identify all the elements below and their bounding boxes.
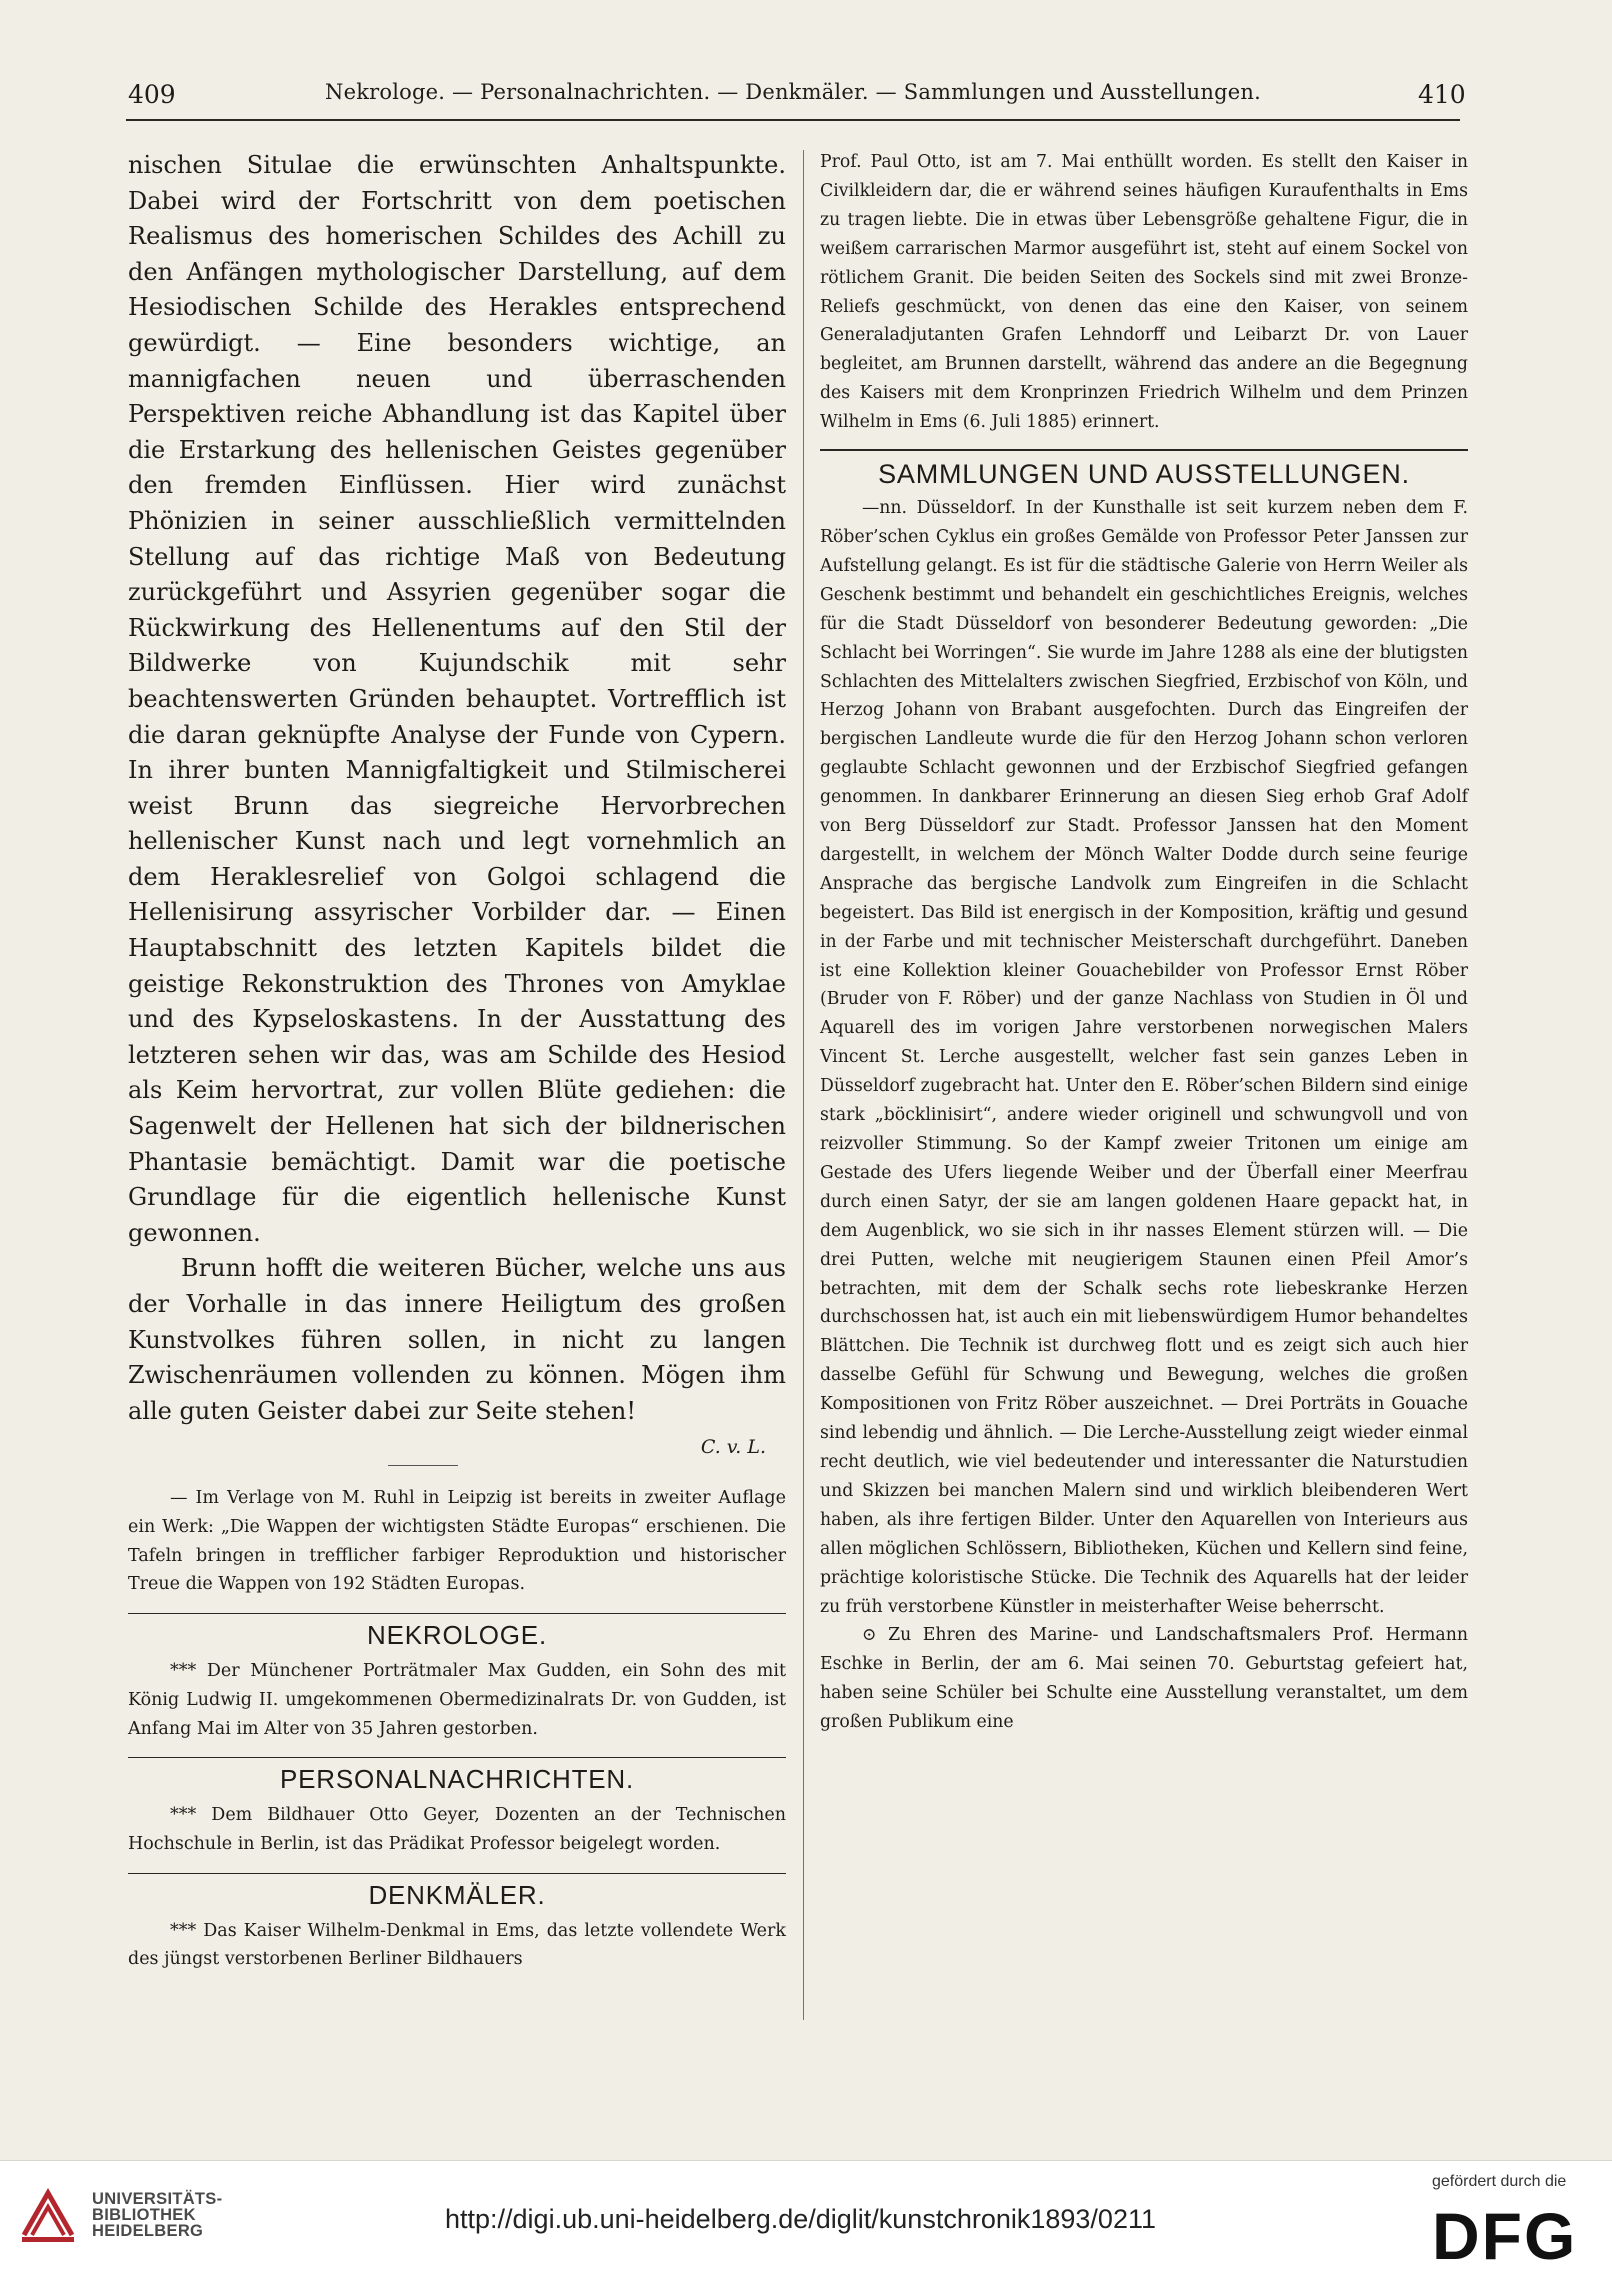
sammlungen-text: —nn. Düsseldorf. In der Kunsthalle ist seit kurzem neben dem F. Röber’schen Cyklus ein großes Gemälde von Professor Peter Janssen zur Aufstellung gelangt. Es ist für die städtische Galerie von Herrn Weiler als Geschenk bestimmt und behandelt ein geschichtliches Ereignis, welches für die Stadt Düsseldorf von besonderer Bedeutung geworden: „Die Schlacht bei Worringen“. Sie wurde im Jahre 1288 als eine der blutigsten Schlachten des Mittelalters zwischen Siegfried, Erzbischof von Köln, und Herzog Johann von Brabant ausgefochten. Durch das Eingreifen der bergischen Landleute wurde die für den Herzog Johann schon verloren geglaubte Schlacht gewonnen und der Erzbischof Siegfried gefangen genommen. In dankbarer Erinnerung an diesen Sieg erhob Graf Adolf von Berg Düsseldorf zur Stadt. Professor Janssen hat den Moment dargestellt, in welchem der Mönch Walter Dodde durch seine feurige Ansprache das bergische Landvolk zum Eingreifen in die Schlacht begeistert. Das Bild ist energisch in der Komposition, kräftig und gesund in der Farbe und mit technischer Meisterschaft durchgeführt. Daneben ist eine Kollektion kleiner Gouachebilder von Professor Ernst Röber (Bruder von F. Röber) und der ganze Nachlass von Studien in Öl und Aquarell des im vorigen Jahre verstorbenen norwegischen Malers Vincent St. Lerche ausgestellt, welcher fast sein ganzes Leben in Düsseldorf zugebracht hat. Unter den E. Röber’schen Bildern sind einige stark „böcklinisirt“, andere wieder originell und schwungvoll und von reizvoller Stimmung. So der Kampf zweier Tritonen um einige am Gestade des Ufers liegende Weiber und der Überfall einer Meerfrau durch einen Satyr, der sie am langen goldenen Haare gepackt hat, in dem Augenblick, wo sie sich in ihr nasses Element stürzen will. — Die drei Putten, welche mit neugierigem Staunen einen Pfeil Amor’s betrachten, mit dem der Schalk sechs rote liebeskranke Herzen durchschossen hat, ist auch ein mit liebenswürdigem Humor behandeltes Blättchen. Die Technik ist durchweg flott und es zeigt sich auch hier dasselbe Gefühl für Schwung und Bewegung, welches die großen Kompositionen von Fritz Röber auszeichnet. — Drei Porträts in Gouache sind lebendig und ähnlich. — Die Lerche-Ausstellung zeigt wieder einmal recht deutlich, wie viel bedeutender und interessanter die Naturstudien und Skizzen bei manchen Malern sind und wirklich bleibenderen Wert haben, als ihre fertigen Bilder. Unter den Aquarellen von Interieurs aus allen möglichen Schlössern, Bibliotheken, Küchen und Kellern sind feine, prächtige koloristische Stücke. Die Technik des Aquarells hat der leider zu früh verstorbene Künstler in meisterhafter Weise beherrscht.: [820, 498, 1468, 1617]
library-name-line-3: HEIDELBERG: [92, 2222, 204, 2240]
review-paragraph-2: Brunn hofft die weiteren Bücher, welche uns aus der Vorhalle in das innere Heiligtum des großen Kunstvolkes führen sollen, in nicht zu langen Zwischenräumen vollenden zu können. Mögen ihm alle guten Geister dabei zur Seite stehen!: [128, 1254, 786, 1425]
header-rule: [126, 119, 1460, 121]
column-divider: [803, 150, 804, 2020]
publisher-notice: — Im Verlage von M. Ruhl in Leipzig ist bereits in zweiter Auflage ein Werk: „Die Wappen der wichtigsten Städte Europas“ erschienen. Die Tafeln bringen in trefflicher farbiger Reproduktion und historischer Treue die Wappen von 192 Städten Europas.: [128, 1488, 786, 1595]
denkmaeler-text: *** Das Kaiser Wilhelm-Denkmal in Ems, das letzte vollendete Werk des jüngst verstorbenen Berliner Bildhauers: [128, 1920, 786, 1970]
denkmaeler-heading: DENKMÄLER.: [368, 1879, 546, 1910]
notice-block: [128, 1484, 786, 1599]
page-number-left: 409: [128, 80, 176, 109]
library-name-line-2: BIBLIOTHEK: [92, 2206, 196, 2224]
page-number-right: 410: [1418, 80, 1466, 109]
permalink-url[interactable]: http://digi.ub.uni-heidelberg.de/diglit/kunstchronik1893/0211: [445, 2204, 1156, 2234]
running-header: Nekrologe. — Personalnachrichten. — Denkmäler. — Sammlungen und Ausstellungen.: [325, 80, 1261, 104]
personal-section: [128, 1801, 786, 1858]
dfg-logo: DFG: [1432, 2199, 1578, 2273]
library-name: [92, 2191, 222, 2239]
nekrologe-heading: NEKROLOGE.: [367, 1620, 547, 1651]
digitization-footer: [0, 2160, 1612, 2280]
university-library-logo-icon: [18, 2183, 78, 2249]
left-column: [128, 148, 786, 1974]
funding-label: gefördert durch die: [1432, 2173, 1567, 2190]
review-text: [128, 148, 786, 1429]
nekrologe-section: [128, 1657, 786, 1743]
review-paragraph-1: nischen Situlae die erwünschten Anhaltspunkte. Dabei wird der Fortschritt von dem poetischen Realismus des homerischen Schildes des Achill zu den Anfängen mythologischer Darstellung, auf dem Hesiodischen Schilde des Herakles entsprechend gewürdigt. — Eine besonders wichtige, an mannigfachen neuen und überraschenden Perspektiven reiche Abhandlung ist das Kapitel über die Erstarkung des hellenischen Geistes gegenüber den fremden Einflüssen. Hier wird zunächst Phönizien in seiner ausschließlich vermittelnden Stellung auf das richtige Maß von Bedeutung zurückgeführt und Assyrien gegenüber sogar die Rückwirkung des Hellenentums auf den Stil der Bildwerke von Kujundschik mit sehr beachtenswerten Gründen behauptet. Vortrefflich ist die daran geknüpfte Analyse der Funde von Cypern. In ihrer bunten Mannigfaltigkeit und Stilmischerei weist Brunn das siegreiche Hervorbrechen hellenischer Kunst nach und legt vornehmlich an dem Heraklesrelief von Golgoi schlagend die Hellenisirung assyrischer Vorbilder dar. — Einen Hauptabschnitt des letzten Kapitels bildet die geistige Rekonstruktion des Thrones von Amyklae und des Kypseloskastens. In der Ausstattung des letzteren sehen wir das, was am Schilde des Hesiod als Keim hervortrat, zur vollen Blüte gediehen: die Sagenwelt der Hellenen hat sich der bildnerischen Phantasie bemächtigt. Damit war die poetische Grundlage für die eigentlich hellenische Kunst gewonnen.: [128, 151, 786, 1247]
author-signature: C. v. L.: [700, 1436, 766, 1459]
eschke-text: ⊙ Zu Ehren des Marine- und Landschaftsmalers Prof. Hermann Eschke in Berlin, der am 6. Mai seinen 70. Geburtstag gefeiert hat, haben seine Schüler bei Schulte eine Ausstellung veranstaltet, um dem großen Publikum eine: [820, 1625, 1468, 1733]
library-name-line-1: UNIVERSITÄTS-: [92, 2190, 223, 2208]
nekrologe-text: *** Der Münchener Porträtmaler Max Gudden, ein Sohn des mit König Ludwig II. umgekommenen Obermedizinalrats Dr. von Gudden, ist Anfang Mai im Alter von 35 Jahren gestorben.: [128, 1661, 786, 1739]
right-column: [820, 148, 1468, 1737]
sammlungen-heading: SAMMLUNGEN UND AUSSTELLUNGEN.: [878, 459, 1410, 490]
denkmal-continuation-text: Prof. Paul Otto, ist am 7. Mai enthüllt worden. Es stellt den Kaiser in Civilkleidern dar, die er während seines häufigen Kuraufenthalts in Ems zu tragen liebte. Die in etwas über Lebensgröße gehaltene Figur, die in weißem carrarischen Marmor ausgeführt ist, steht auf einem Sockel von rötlichem Granit. Die beiden Seiten des Sockels sind mit zwei Bronze-Reliefs geschmückt, von denen das eine den Kaiser, von seinem Generaladjutanten Grafen Lehndorff und Leibarzt Dr. von Lauer begleitet, am Brunnen darstellt, während das andere an die Begegnung des Kaisers mit dem Kronprinzen Friedrich Wilhelm und dem Prinzen Wilhelm in Ems (6. Juli 1885) erinnert.: [820, 152, 1468, 433]
section-rule: [128, 1873, 786, 1874]
sammlungen-section: [820, 494, 1468, 1737]
personal-text: *** Dem Bildhauer Otto Geyer, Dozenten an der Technischen Hochschule in Berlin, ist das Prädikat Professor beigelegt worden.: [128, 1805, 786, 1854]
denkmal-continuation: [820, 148, 1468, 437]
short-divider: [388, 1465, 458, 1466]
section-rule: [128, 1757, 786, 1758]
section-rule: [820, 449, 1468, 451]
personal-heading: PERSONALNACHRICHTEN.: [279, 1764, 635, 1795]
denkmaeler-section: [128, 1917, 786, 1974]
section-rule: [128, 1613, 786, 1614]
